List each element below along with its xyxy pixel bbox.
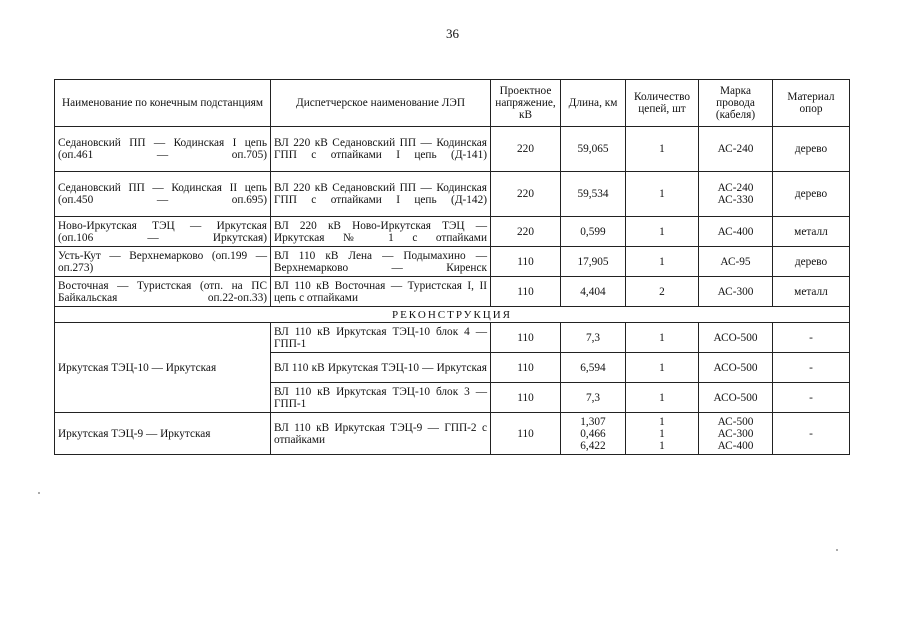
scan-speck (836, 549, 838, 551)
circuits-value: 1 (659, 415, 665, 428)
cell-wire-brand: АСО-500 (699, 323, 773, 353)
cell-voltage: 110 (491, 383, 561, 413)
header-voltage: Проектное напряжение, кВ (491, 80, 561, 127)
cell-wire-brand: АС-240 (699, 127, 773, 172)
header-wire-brand: Марка провода (кабеля) (699, 80, 773, 127)
wire-value: АС-500 (717, 415, 754, 428)
table-row (55, 217, 850, 247)
cell-pole-material: дерево (773, 172, 850, 217)
cell-wire-brand (699, 413, 773, 455)
table-row (55, 277, 850, 307)
cell-dispatch-name: ВЛ 110 кВ Лена — Подымахино — Верхнемарково — Киренск (271, 247, 491, 277)
cell-pole-material: - (773, 383, 850, 413)
length-value: 1,307 (580, 415, 606, 428)
cell-wire-brand: АС-400 (699, 217, 773, 247)
header-pole-material: Материал опор (773, 80, 850, 127)
cell-wire-brand: АСО-500 (699, 383, 773, 413)
cell-pole-material: - (773, 323, 850, 353)
cell-length: 59,065 (561, 127, 626, 172)
cell-substations: Иркутская ТЭЦ-9 — Иркутская (55, 413, 271, 455)
cell-voltage: 220 (491, 172, 561, 217)
cell-length: 7,3 (561, 323, 626, 353)
cell-circuits: 1 (626, 247, 699, 277)
cell-dispatch-name: ВЛ 110 кВ Иркутская ТЭЦ-10 — Иркутская (271, 353, 491, 383)
cell-dispatch-name: ВЛ 110 кВ Иркутская ТЭЦ-10 блок 3 — ГПП-1 (271, 383, 491, 413)
cell-circuits: 1 (626, 217, 699, 247)
cell-length: 6,594 (561, 353, 626, 383)
cell-dispatch-name: ВЛ 220 кВ Седановский ПП — Кодинская ГПП с отпайками I цепь (Д-142) (271, 172, 491, 217)
table-row (55, 413, 850, 455)
wire-value: АС-400 (717, 439, 754, 452)
cell-substations: Иркутская ТЭЦ-10 — Иркутская (55, 323, 271, 413)
cell-length: 59,534 (561, 172, 626, 217)
length-value: 6,422 (580, 439, 606, 452)
cell-voltage: 110 (491, 353, 561, 383)
wire-value: АС-300 (717, 427, 754, 440)
cell-length (561, 413, 626, 455)
cell-pole-material: металл (773, 217, 850, 247)
table-row (55, 247, 850, 277)
cell-circuits: 1 (626, 127, 699, 172)
cell-voltage: 110 (491, 277, 561, 307)
cell-voltage: 110 (491, 323, 561, 353)
table-row (55, 127, 850, 172)
cell-substations: Седановский ПП — Кодинская I цепь (оп.461 — оп.705) (55, 127, 271, 172)
table-row (55, 172, 850, 217)
cell-wire-brand: АС-240 АС-330 (699, 172, 773, 217)
cell-length: 17,905 (561, 247, 626, 277)
cell-pole-material: дерево (773, 247, 850, 277)
section-row (55, 307, 850, 323)
cell-length: 0,599 (561, 217, 626, 247)
cell-circuits: 1 (626, 383, 699, 413)
cell-substations: Седановский ПП — Кодинская II цепь (оп.450 — оп.695) (55, 172, 271, 217)
cell-voltage: 110 (491, 413, 561, 455)
header-dispatch-name: Диспетчерское наименование ЛЭП (271, 80, 491, 127)
cell-circuits: 1 (626, 172, 699, 217)
cell-dispatch-name: ВЛ 110 кВ Иркутская ТЭЦ-9 — ГПП-2 с отпайками (271, 413, 491, 455)
cell-length: 4,404 (561, 277, 626, 307)
length-value: 0,466 (580, 427, 606, 440)
cell-circuits (626, 413, 699, 455)
cell-substations: Ново-Иркутская ТЭЦ — Иркутская (оп.106 — Иркутская) (55, 217, 271, 247)
cell-circuits: 1 (626, 353, 699, 383)
header-substations: Наименование по конечным подстанциям (55, 80, 271, 127)
cell-pole-material: - (773, 413, 850, 455)
cell-dispatch-name: ВЛ 220 кВ Седановский ПП — Кодинская ГПП с отпайками I цепь (Д-141) (271, 127, 491, 172)
cell-voltage: 220 (491, 127, 561, 172)
cell-dispatch-name: ВЛ 110 кВ Восточная — Туристская I, II цепь с отпайками (271, 277, 491, 307)
table-row (55, 323, 850, 353)
circuits-value: 1 (659, 427, 665, 440)
cell-substations: Восточная — Туристская (отп. на ПС Байкальская оп.22-оп.33) (55, 277, 271, 307)
table-header-row (55, 80, 850, 127)
power-lines-table (54, 79, 850, 455)
cell-circuits: 2 (626, 277, 699, 307)
cell-voltage: 110 (491, 247, 561, 277)
cell-voltage: 220 (491, 217, 561, 247)
header-circuits: Количество цепей, шт (626, 80, 699, 127)
scan-speck (38, 492, 40, 494)
cell-circuits: 1 (626, 323, 699, 353)
page-number: 36 (446, 26, 459, 41)
cell-pole-material: - (773, 353, 850, 383)
cell-wire-brand: АС-95 (699, 247, 773, 277)
header-length: Длина, км (561, 80, 626, 127)
cell-dispatch-name: ВЛ 110 кВ Иркутская ТЭЦ-10 блок 4 — ГПП-1 (271, 323, 491, 353)
circuits-value: 1 (659, 439, 665, 452)
cell-substations: Усть-Кут — Верхнемарково (оп.199 — оп.273) (55, 247, 271, 277)
cell-wire-brand: АС-300 (699, 277, 773, 307)
cell-length: 7,3 (561, 383, 626, 413)
cell-dispatch-name: ВЛ 220 кВ Ново-Иркутская ТЭЦ — Иркутская № 1 с отпайками (271, 217, 491, 247)
cell-pole-material: дерево (773, 127, 850, 172)
cell-wire-brand: АСО-500 (699, 353, 773, 383)
cell-pole-material: металл (773, 277, 850, 307)
section-title: РЕКОНСТРУКЦИЯ (55, 307, 850, 323)
